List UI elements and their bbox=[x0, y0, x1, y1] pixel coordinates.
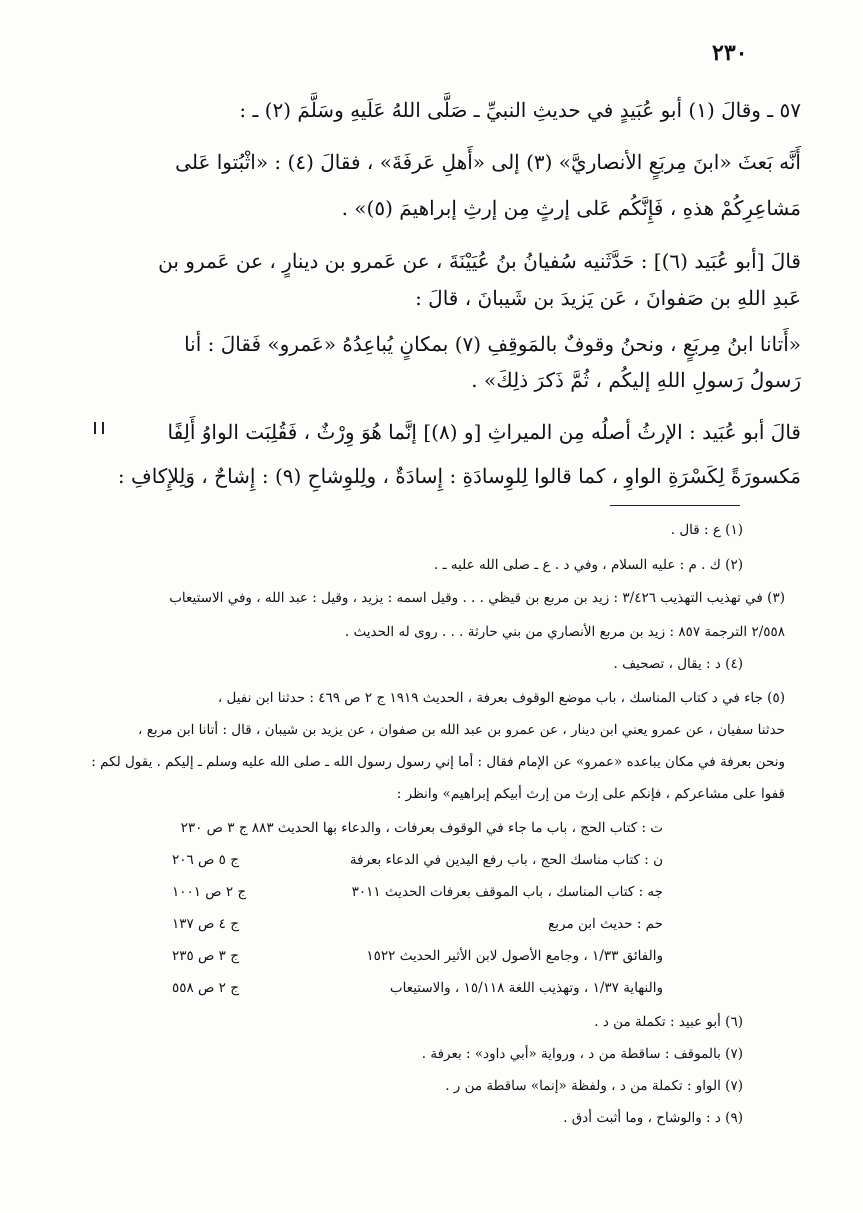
reference-volume: ج ٢ ص ٥٥٨ bbox=[172, 980, 239, 996]
footnote: (٢) ك . م : عليه السلام ، وفي د . ع ـ صلى الله عليه ـ . bbox=[434, 557, 743, 573]
reference-row bbox=[0, 820, 863, 840]
reference-text: ن : كتاب مناسك الحج ، باب رفع اليدين في الدعاء بعرفة bbox=[349, 852, 663, 868]
footnote: حدثنا سفيان ، عن عمرو يعني ابن دينار ، عن عمرو بن عبد الله بن صفوان ، عن يزيد بن شيبان ، قال : أتانا ابن مربع ، bbox=[138, 722, 785, 738]
main-text-line: «أَتانا ابنُ مِربَعٍ ، ونحنُ وقوفٌ بالمَوقِفِ (٧) بمكانٍ يُباعِدُهُ «عَمرو» فَقالَ : أنا bbox=[184, 332, 801, 356]
reference-row bbox=[0, 852, 863, 872]
main-text-line: قالَ [أبو عُبَيد (٦)] : حَدَّثَنيه سُفيانُ بنُ عُيَيْنَةَ ، عن عَمرو بن دينارٍ ، عن عَمرو بن bbox=[158, 249, 801, 273]
reference-text: والفائق ١/٣٣ ، وجامع الأصول لابن الأثير الحديث ١٥٢٢ bbox=[366, 948, 663, 964]
reference-row bbox=[0, 948, 863, 968]
reference-volume: ج ٥ ص ٢٠٦ bbox=[172, 852, 239, 868]
reference-row bbox=[0, 980, 863, 1000]
footnote: (٣) في تهذيب التهذيب ٣/٤٢٦ : زيد بن مربع بن قيظي . . . وقيل اسمه : يزيد ، وقيل : عبد الله ، وفي الاستيعاب bbox=[169, 590, 785, 606]
footnote: ٢/٥٥٨ الترجمة ٨٥٧ : زيد بن مربع الأنصاري من بني حارثة . . . روى له الحديث . bbox=[344, 624, 785, 640]
main-text-line: عَبدِ اللهِ بن صَفوانَ ، عَن يَزيدَ بن شَيبانَ ، قالَ : bbox=[415, 286, 801, 310]
reference-volume: ج ٤ ص ١٣٧ bbox=[172, 916, 239, 932]
footnote: (٧) الواو : تكملة من د ، ولفظة «إنما» ساقطة من ر . bbox=[445, 1078, 743, 1094]
main-text-line: مَكسورَةً لِكَسْرَةِ الواوِ ، كما قالوا لِلوِسادَةِ : إِسادَةٌ ، ولِلوِشاحِ (٩) : إِشاحٌ ، وَلِلإِكافِ : bbox=[117, 464, 801, 488]
reference-text: ت : كتاب الحج ، باب ما جاء في الوقوف بعرفات ، والدعاء بها الحديث ٨٨٣ ج ٣ ص ٢٣٠ bbox=[180, 820, 663, 836]
main-text-line: قالَ أبو عُبَيد : الإرثُ أصلُه مِن الميراثِ [و (٨)] إنَّما هُوَ وِرْثٌ ، فَقُلِبَت الواوُ أَلِفًا bbox=[167, 420, 801, 444]
main-text-line: رَسولُ رَسولِ اللهِ إليكُم ، ثُمَّ ذَكرَ ذلِكَ» . bbox=[471, 368, 801, 392]
main-text-line: ٥٧ ـ وقالَ (١) أبو عُبَيدٍ في حديثِ النبيِّ ـ صَلَّى اللهُ عَلَيهِ وسَلَّمَ (٢) ـ : bbox=[239, 98, 801, 122]
reference-row bbox=[0, 884, 863, 904]
main-text-line: مَشاعِرِكُمْ هذهِ ، فَإِنَّكُم عَلى إرثٍ مِن إرثِ إبراهيمَ (٥)» . bbox=[341, 196, 801, 220]
reference-text: والنهاية ١/٣٧ ، وتهذيب اللغة ١٥/١١٨ ، والاستيعاب bbox=[389, 980, 663, 996]
footnote: (٦) أبو عبيد : تكملة من د . bbox=[594, 1014, 743, 1030]
footnote: (٤) د : يقال ، تصحيف . bbox=[613, 656, 743, 672]
footnote: (١) ع : قال . bbox=[670, 522, 743, 538]
footnote: قفوا على مشاعركم ، فإنكم على إرث من إرث أبيكم إبراهيم» وانظر : bbox=[396, 786, 785, 802]
reference-text: جه : كتاب المناسك ، باب الموقف بعرفات الحديث ٣٠١١ bbox=[351, 884, 663, 900]
footnote: (٥) جاء في د كتاب المناسك ، باب موضع الوقوف بعرفة ، الحديث ١٩١٩ ج ٢ ص ٤٦٩ : حدثنا ابن نفيل ، bbox=[217, 690, 785, 706]
reference-volume: ج ٢ ص ١٠٠١ bbox=[172, 884, 247, 900]
reference-volume: ج ٣ ص ٢٣٥ bbox=[172, 948, 239, 964]
footnote: (٩) د : والوشاح ، وما أثبت أدق . bbox=[563, 1110, 743, 1126]
margin-mark bbox=[94, 422, 104, 434]
footnote: ونحن بعرفة في مكان يباعده «عمرو» عن الإمام فقال : أما إني رسول رسول الله ـ صلى الله عليه وسلم ـ إليكم . يقول لكم : bbox=[91, 754, 785, 770]
main-text-line: أَنَّه بَعثَ «ابنَ مِربَعٍ الأنصاريَّ» (٣) إلى «أَهلِ عَرفَةَ» ، فقالَ (٤) : «اثْبُتوا عَلى bbox=[175, 150, 801, 174]
reference-text: حم : حديث ابن مربع bbox=[548, 916, 663, 932]
footnote-separator bbox=[610, 505, 740, 506]
page-number: ٢٣٠ bbox=[712, 40, 748, 66]
footnote: (٧) بالموقف : ساقطة من د ، ورواية «أبي داود» : بعرفة . bbox=[421, 1046, 743, 1062]
reference-row bbox=[0, 916, 863, 936]
